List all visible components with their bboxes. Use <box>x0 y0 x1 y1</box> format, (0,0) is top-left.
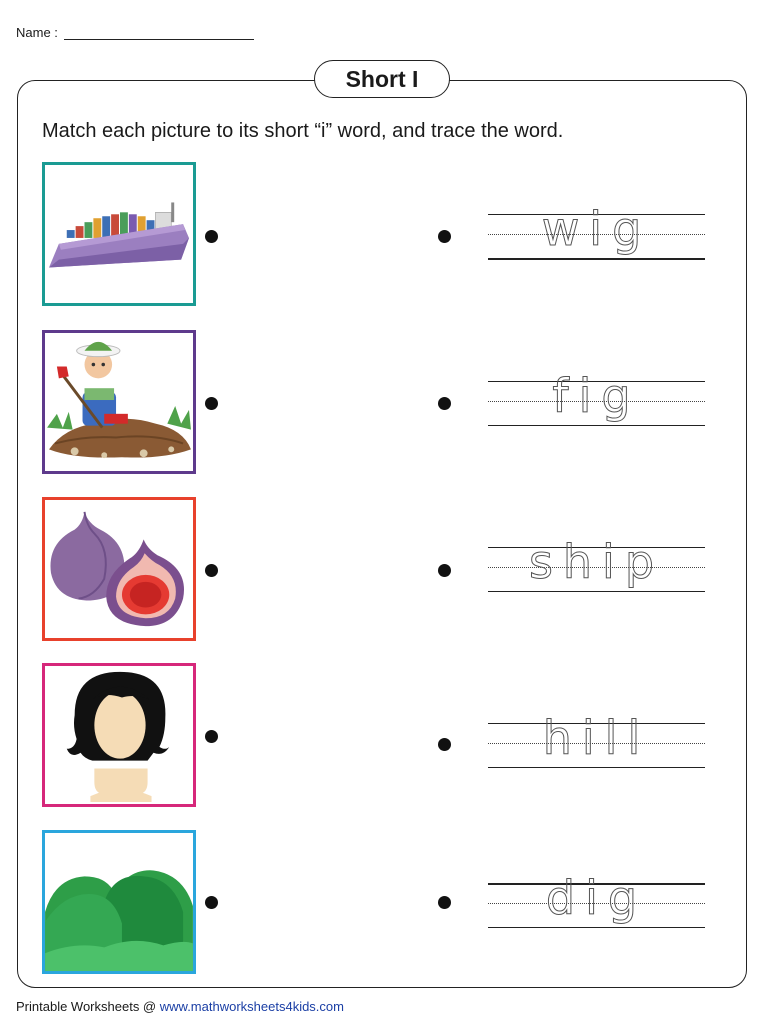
trace-lines-4 <box>488 711 705 769</box>
footer <box>16 999 344 1014</box>
hill-icon <box>45 833 193 971</box>
fig-icon <box>45 500 193 638</box>
page-title: Short I <box>314 60 450 98</box>
word-dot-1[interactable] <box>438 230 451 243</box>
footer-prefix: Printable Worksheets @ <box>16 999 160 1014</box>
word-dot-3[interactable] <box>438 564 451 577</box>
word-dot-5[interactable] <box>438 896 451 909</box>
trace-word-2[interactable]: fig <box>552 369 641 423</box>
picture-dot-2[interactable] <box>205 397 218 410</box>
trace-word-3[interactable]: ship <box>528 535 665 589</box>
picture-box-3 <box>42 497 196 641</box>
ship-icon <box>45 165 193 303</box>
wig-icon <box>45 666 193 804</box>
trace-word-4[interactable]: hill <box>542 711 651 765</box>
picture-dot-5[interactable] <box>205 896 218 909</box>
footer-link[interactable]: www.mathworksheets4kids.com <box>159 999 344 1014</box>
name-label: Name : <box>16 25 58 40</box>
trace-lines-1 <box>488 202 705 260</box>
instruction-text: Match each picture to its short “i” word, and trace the word. <box>42 120 564 142</box>
trace-lines-2 <box>488 369 705 427</box>
picture-box-1 <box>42 162 196 306</box>
trace-word-5[interactable]: dig <box>545 871 648 925</box>
picture-dot-1[interactable] <box>205 230 218 243</box>
name-row <box>16 24 254 40</box>
trace-word-1[interactable]: wig <box>541 202 652 256</box>
picture-box-4 <box>42 663 196 807</box>
name-field[interactable] <box>64 24 254 40</box>
word-dot-2[interactable] <box>438 397 451 410</box>
picture-box-2 <box>42 330 196 474</box>
picture-box-5 <box>42 830 196 974</box>
word-dot-4[interactable] <box>438 738 451 751</box>
trace-lines-3 <box>488 535 705 593</box>
picture-dot-4[interactable] <box>205 730 218 743</box>
trace-lines-5 <box>488 871 705 929</box>
picture-dot-3[interactable] <box>205 564 218 577</box>
boy-digging-icon <box>45 333 193 471</box>
